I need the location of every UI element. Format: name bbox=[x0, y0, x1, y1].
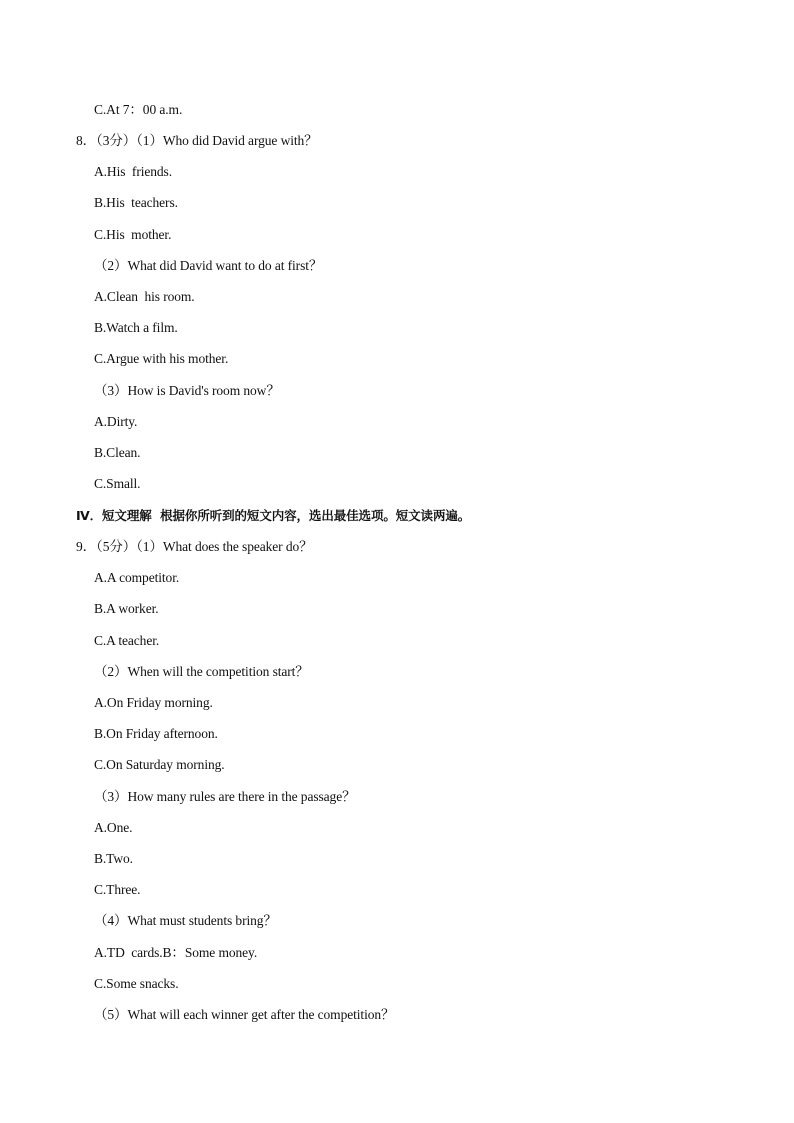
option-text: C.His mother. bbox=[94, 227, 172, 242]
option-text: C.At 7：00 a.m. bbox=[94, 102, 183, 117]
sub-question-stem: （4）What must students bring？ bbox=[94, 913, 277, 928]
sub-question-stem: （2）When will the competition start？ bbox=[94, 664, 309, 679]
sub-question-stem: （3）How many rules are there in the passage？ bbox=[94, 789, 356, 804]
option-text: A.His friends. bbox=[94, 164, 172, 179]
option-text: A.Clean his room. bbox=[94, 289, 195, 304]
option-text: C.Argue with his mother. bbox=[94, 351, 229, 366]
option-text: C.Three. bbox=[94, 882, 141, 897]
option-text: A.TD cards.B：Some money. bbox=[94, 945, 258, 960]
option-text: B.On Friday afternoon. bbox=[94, 726, 218, 741]
sub-question-stem: （2）What did David want to do at first？ bbox=[94, 258, 323, 273]
option-text: B.His teachers. bbox=[94, 195, 178, 210]
option-text: A.Dirty. bbox=[94, 414, 138, 429]
question-9-stem: 9．（5分）（1）What does the speaker do？ bbox=[76, 539, 313, 554]
option-text: C.On Saturday morning. bbox=[94, 757, 225, 772]
option-text: B.Watch a film. bbox=[94, 320, 178, 335]
option-text: C.Some snacks. bbox=[94, 976, 179, 991]
option-text: B.Clean. bbox=[94, 445, 141, 460]
sub-question-stem: （5）What will each winner get after the competition？ bbox=[94, 1007, 395, 1022]
sub-question-stem: （3）How is David's room now？ bbox=[94, 383, 280, 398]
option-text: C.A teacher. bbox=[94, 633, 160, 648]
option-text: A.One. bbox=[94, 820, 133, 835]
option-text: A.On Friday morning. bbox=[94, 695, 213, 710]
option-text: B.Two. bbox=[94, 851, 133, 866]
question-8-stem: 8．（3分）（1）Who did David argue with？ bbox=[76, 133, 318, 148]
option-text: B.A worker. bbox=[94, 601, 159, 616]
option-text: C.Small. bbox=[94, 476, 141, 491]
option-text: A.A competitor. bbox=[94, 570, 180, 585]
section-heading: Ⅳ．短文理解 根据你所听到的短文内容，选出最佳选项。短文读两遍。 bbox=[76, 508, 471, 523]
